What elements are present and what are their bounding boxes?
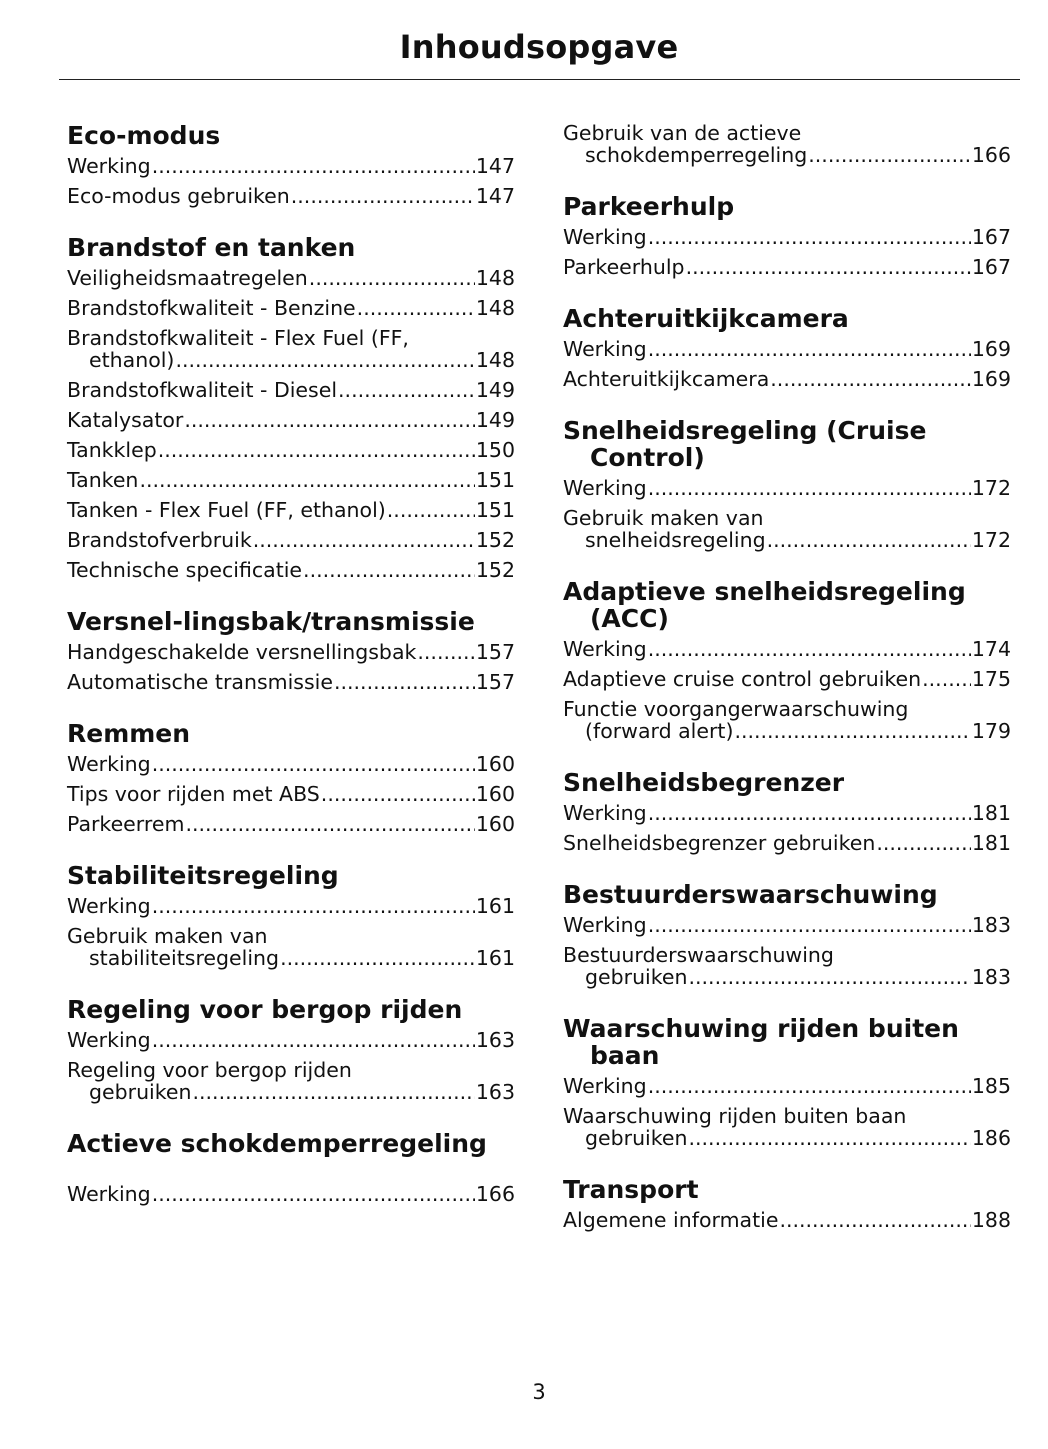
toc-entry-page-number: 152	[475, 528, 515, 552]
dot-leader	[689, 1127, 971, 1149]
toc-entry-page-number: 161	[475, 894, 515, 918]
toc-section-transport	[563, 1176, 1011, 1231]
toc-left-column	[67, 122, 515, 1232]
toc-entry-page-number: 172	[971, 528, 1011, 552]
toc-entry-label: Werking	[563, 337, 647, 361]
toc-entry-label: Werking	[563, 225, 647, 249]
toc-entry-label-line1: Regeling voor bergop rijden	[67, 1058, 352, 1082]
toc-section-versnel-lingsbak-transmissie	[67, 608, 515, 693]
toc-entry[interactable]	[67, 925, 515, 969]
toc-entry[interactable]	[563, 802, 1011, 824]
dot-leader	[309, 267, 475, 289]
page-title: Inhoudsopgave	[399, 28, 679, 66]
toc-entry-label: schokdemperregeling	[585, 143, 808, 167]
toc-section-regeling-voor-bergop-rijden	[67, 996, 515, 1103]
toc-entry-label: Algemene informatie	[563, 1208, 779, 1232]
toc-entry-label: snelheidsregeling	[585, 528, 766, 552]
toc-entry[interactable]	[67, 267, 515, 289]
toc-entry-label-line1: Functie voorgangerwaarschuwing	[563, 697, 909, 721]
toc-entry-label: Brandstofverbruik	[67, 528, 252, 552]
toc-entry-label: Veiligheidsmaatregelen	[67, 266, 308, 290]
dot-leader	[280, 947, 475, 969]
toc-entry-label-line1: Gebruik maken van	[67, 924, 268, 948]
toc-entry-page-number: 157	[475, 670, 515, 694]
toc-entry-page-number: 185	[971, 1074, 1011, 1098]
toc-entry-page-number: 181	[971, 801, 1011, 825]
dot-leader	[321, 783, 475, 805]
toc-entry-page-number: 188	[971, 1208, 1011, 1232]
toc-entry-page-number: 167	[971, 225, 1011, 249]
toc-entry[interactable]	[563, 1075, 1011, 1097]
toc-section-snelheidsbegrenzer	[563, 769, 1011, 854]
toc-entry[interactable]	[563, 668, 1011, 690]
toc-entry[interactable]	[67, 1183, 515, 1205]
toc-entry[interactable]	[563, 638, 1011, 660]
toc-entry[interactable]	[67, 155, 515, 177]
toc-entry[interactable]	[563, 1209, 1011, 1231]
toc-entry-page-number: 160	[475, 752, 515, 776]
dot-leader	[253, 529, 475, 551]
toc-entry-label: Werking	[67, 1182, 151, 1206]
section-title: Stabiliteitsregeling	[67, 861, 339, 890]
dot-leader	[338, 379, 475, 401]
toc-section-waarschuwing-rijden-buiten-baan	[563, 1015, 1011, 1149]
toc-entry[interactable]	[67, 439, 515, 461]
toc-entry-page-number: 151	[475, 498, 515, 522]
toc-right-column	[563, 122, 1011, 1258]
section-title: Bestuurderswaarschuwing	[563, 880, 938, 909]
toc-entry[interactable]	[67, 813, 515, 835]
toc-entry[interactable]	[563, 507, 1011, 551]
toc-entry-label: Katalysator	[67, 408, 184, 432]
dot-leader	[152, 895, 475, 917]
toc-entry-page-number: 169	[971, 367, 1011, 391]
dot-leader	[184, 409, 475, 431]
toc-entry-label: Werking	[563, 913, 647, 937]
toc-entry-label: Brandstofkwaliteit - Benzine	[67, 296, 356, 320]
toc-entry-label: Parkeerrem	[67, 812, 185, 836]
toc-entry[interactable]	[563, 832, 1011, 854]
dot-leader	[648, 338, 971, 360]
section-title: Brandstof en tanken	[67, 233, 356, 262]
dot-leader	[648, 477, 971, 499]
toc-entry[interactable]	[563, 944, 1011, 988]
toc-entry-label-line1: Waarschuwing rijden buiten baan	[563, 1104, 907, 1128]
toc-entry-page-number: 149	[475, 408, 515, 432]
toc-entry[interactable]	[563, 477, 1011, 499]
toc-section-achteruitkijkcamera	[563, 305, 1011, 390]
dot-leader	[922, 668, 971, 690]
dot-leader	[387, 499, 475, 521]
toc-entry-label: stabiliteitsregeling	[89, 946, 280, 970]
dot-leader	[686, 256, 971, 278]
toc-entry-page-number: 163	[475, 1028, 515, 1052]
toc-entry-page-number: 167	[971, 255, 1011, 279]
toc-entry[interactable]	[563, 368, 1011, 390]
toc-entry[interactable]	[67, 783, 515, 805]
toc-entry-page-number: 166	[971, 143, 1011, 167]
toc-entry-page-number: 160	[475, 782, 515, 806]
toc-section-actieve-schokdemperregeling	[67, 1130, 515, 1205]
section-title: Parkeerhulp	[563, 192, 735, 221]
toc-entry-page-number: 181	[971, 831, 1011, 855]
toc-entry[interactable]	[67, 1059, 515, 1103]
toc-entry-label: Eco-modus gebruiken	[67, 184, 290, 208]
toc-section-brandstof-en-tanken	[67, 234, 515, 581]
toc-entry[interactable]	[67, 499, 515, 521]
section-title: Remmen	[67, 719, 191, 748]
dot-leader	[876, 832, 971, 854]
toc-entry-page-number: 183	[971, 913, 1011, 937]
toc-entry[interactable]	[67, 185, 515, 207]
title-divider	[59, 79, 1020, 80]
toc-entry-page-number: 161	[475, 946, 515, 970]
toc-entry-label: gebruiken	[585, 1126, 688, 1150]
toc-entry-label: Werking	[563, 476, 647, 500]
toc-entry-label: Snelheidsbegrenzer gebruiken	[563, 831, 876, 855]
toc-entry-label: Tips voor rijden met ABS	[67, 782, 320, 806]
section-title: Snelheidsbegrenzer	[563, 768, 845, 797]
dot-leader	[334, 671, 475, 693]
toc-entry-page-number: 166	[475, 1182, 515, 1206]
section-title: Regeling voor bergop rijden	[67, 995, 463, 1024]
toc-entry[interactable]	[563, 1105, 1011, 1149]
section-title: Snelheidsregeling (Cruise Control)	[563, 416, 927, 472]
toc-entry-label: Automatische transmissie	[67, 670, 333, 694]
toc-entry-page-number: 172	[971, 476, 1011, 500]
toc-entry[interactable]	[67, 671, 515, 693]
toc-entry-label: Werking	[67, 752, 151, 776]
toc-entry[interactable]	[67, 641, 515, 663]
toc-entry-page-number: 152	[475, 558, 515, 582]
toc-entry-label: Tanken - Flex Fuel (FF, ethanol)	[67, 498, 386, 522]
dot-leader	[648, 638, 971, 660]
toc-entry-page-number: 186	[971, 1126, 1011, 1150]
toc-entry[interactable]	[67, 409, 515, 431]
toc-entry[interactable]	[563, 914, 1011, 936]
dot-leader	[767, 529, 971, 551]
toc-entry-label: ethanol)	[89, 348, 175, 372]
dot-leader	[648, 802, 971, 824]
toc-entry-page-number: 147	[475, 184, 515, 208]
toc-entry-label: Werking	[67, 154, 151, 178]
section-title: Achteruitkijkcamera	[563, 304, 849, 333]
toc-entry[interactable]	[67, 297, 515, 319]
toc-entry-label: Technische specificatie	[67, 558, 303, 582]
toc-entry[interactable]	[67, 1029, 515, 1051]
toc-entry-label: Achteruitkijkcamera	[563, 367, 770, 391]
dot-leader	[193, 1081, 475, 1103]
dot-leader	[152, 155, 475, 177]
dot-leader	[175, 349, 474, 371]
toc-entry-page-number: 163	[475, 1080, 515, 1104]
section-title: Eco-modus	[67, 121, 221, 150]
toc-entry-label: (forward alert)	[585, 719, 734, 743]
dot-leader	[152, 1029, 475, 1051]
toc-entry[interactable]	[563, 338, 1011, 360]
toc-entry-page-number: 148	[475, 296, 515, 320]
toc-entry-page-number: 169	[971, 337, 1011, 361]
toc-entry[interactable]	[67, 895, 515, 917]
toc-entry-label: Handgeschakelde versnellingsbak	[67, 640, 417, 664]
toc-section-parkeerhulp	[563, 193, 1011, 278]
toc-entry-label: Werking	[67, 1028, 151, 1052]
dot-leader	[357, 297, 475, 319]
dot-leader	[303, 559, 475, 581]
toc-entry-label: Adaptieve cruise control gebruiken	[563, 667, 922, 691]
toc-section-remmen	[67, 720, 515, 835]
toc-entry[interactable]	[67, 379, 515, 401]
toc-entry-page-number: 151	[475, 468, 515, 492]
dot-leader	[648, 914, 971, 936]
dot-leader	[734, 720, 970, 742]
toc-entry-page-number: 147	[475, 154, 515, 178]
toc-entry-label: Brandstofkwaliteit - Diesel	[67, 378, 338, 402]
toc-entry-label: Werking	[67, 894, 151, 918]
dot-leader	[158, 439, 475, 461]
toc-entry[interactable]	[67, 529, 515, 551]
section-title: Waarschuwing rijden buiten baan	[563, 1014, 959, 1070]
toc-section-snelheidsregeling-cruise-control	[563, 417, 1011, 551]
toc-entry[interactable]	[67, 753, 515, 775]
dot-leader	[689, 966, 971, 988]
toc-entry-label: Werking	[563, 637, 647, 661]
section-title: Versnel-lingsbak/transmissie	[67, 607, 475, 636]
toc-entry-page-number: 150	[475, 438, 515, 462]
toc-entry-label-line1: Gebruik van de actieve	[563, 121, 802, 145]
toc-entry-page-number: 157	[475, 640, 515, 664]
dot-leader	[648, 1075, 971, 1097]
toc-entry-page-number: 174	[971, 637, 1011, 661]
dot-leader	[152, 1183, 475, 1205]
dot-leader	[185, 813, 474, 835]
toc-entry-page-number: 148	[475, 266, 515, 290]
toc-entry-page-number: 149	[475, 378, 515, 402]
dot-leader	[139, 469, 474, 491]
toc-entry-label: Werking	[563, 801, 647, 825]
section-title: Transport	[563, 1175, 699, 1204]
toc-entry-page-number: 160	[475, 812, 515, 836]
toc-entry-label-line1: Bestuurderswaarschuwing	[563, 943, 834, 967]
toc-entry-label: Werking	[563, 1074, 647, 1098]
dot-leader	[808, 144, 971, 166]
dot-leader	[648, 226, 971, 248]
section-title: Actieve schokdemperregeling	[67, 1129, 487, 1158]
toc-entry-label: Parkeerhulp	[563, 255, 685, 279]
dot-leader	[779, 1209, 970, 1231]
toc-entry-label: gebruiken	[585, 965, 688, 989]
toc-entry[interactable]	[67, 327, 515, 371]
toc-section-continued	[563, 122, 1011, 166]
toc-entry-page-number: 183	[971, 965, 1011, 989]
dot-leader	[770, 368, 971, 390]
toc-entry[interactable]	[563, 256, 1011, 278]
toc-entry[interactable]	[67, 559, 515, 581]
dot-leader	[291, 185, 475, 207]
toc-entry[interactable]	[563, 698, 1011, 742]
toc-entry-label: gebruiken	[89, 1080, 192, 1104]
toc-entry-label-line1: Brandstofkwaliteit - Flex Fuel (FF,	[67, 326, 409, 350]
toc-entry-page-number: 148	[475, 348, 515, 372]
toc-entry-page-number: 175	[971, 667, 1011, 691]
toc-entry[interactable]	[563, 226, 1011, 248]
toc-entry-label: Tanken	[67, 468, 139, 492]
toc-entry[interactable]	[563, 122, 1011, 166]
toc-section-eco-modus	[67, 122, 515, 207]
toc-entry-page-number: 179	[971, 719, 1011, 743]
toc-section-bestuurderswaarschuwing	[563, 881, 1011, 988]
toc-entry-label: Tankklep	[67, 438, 157, 462]
toc-section-stabiliteitsregeling	[67, 862, 515, 969]
section-title: Adaptieve snelheidsregeling (ACC)	[563, 577, 966, 633]
toc-section-adaptieve-snelheidsregeling-acc	[563, 578, 1011, 742]
dot-leader	[417, 641, 474, 663]
dot-leader	[152, 753, 475, 775]
toc-entry[interactable]	[67, 469, 515, 491]
page-number: 3	[532, 1380, 546, 1404]
toc-entry-label-line1: Gebruik maken van	[563, 506, 764, 530]
